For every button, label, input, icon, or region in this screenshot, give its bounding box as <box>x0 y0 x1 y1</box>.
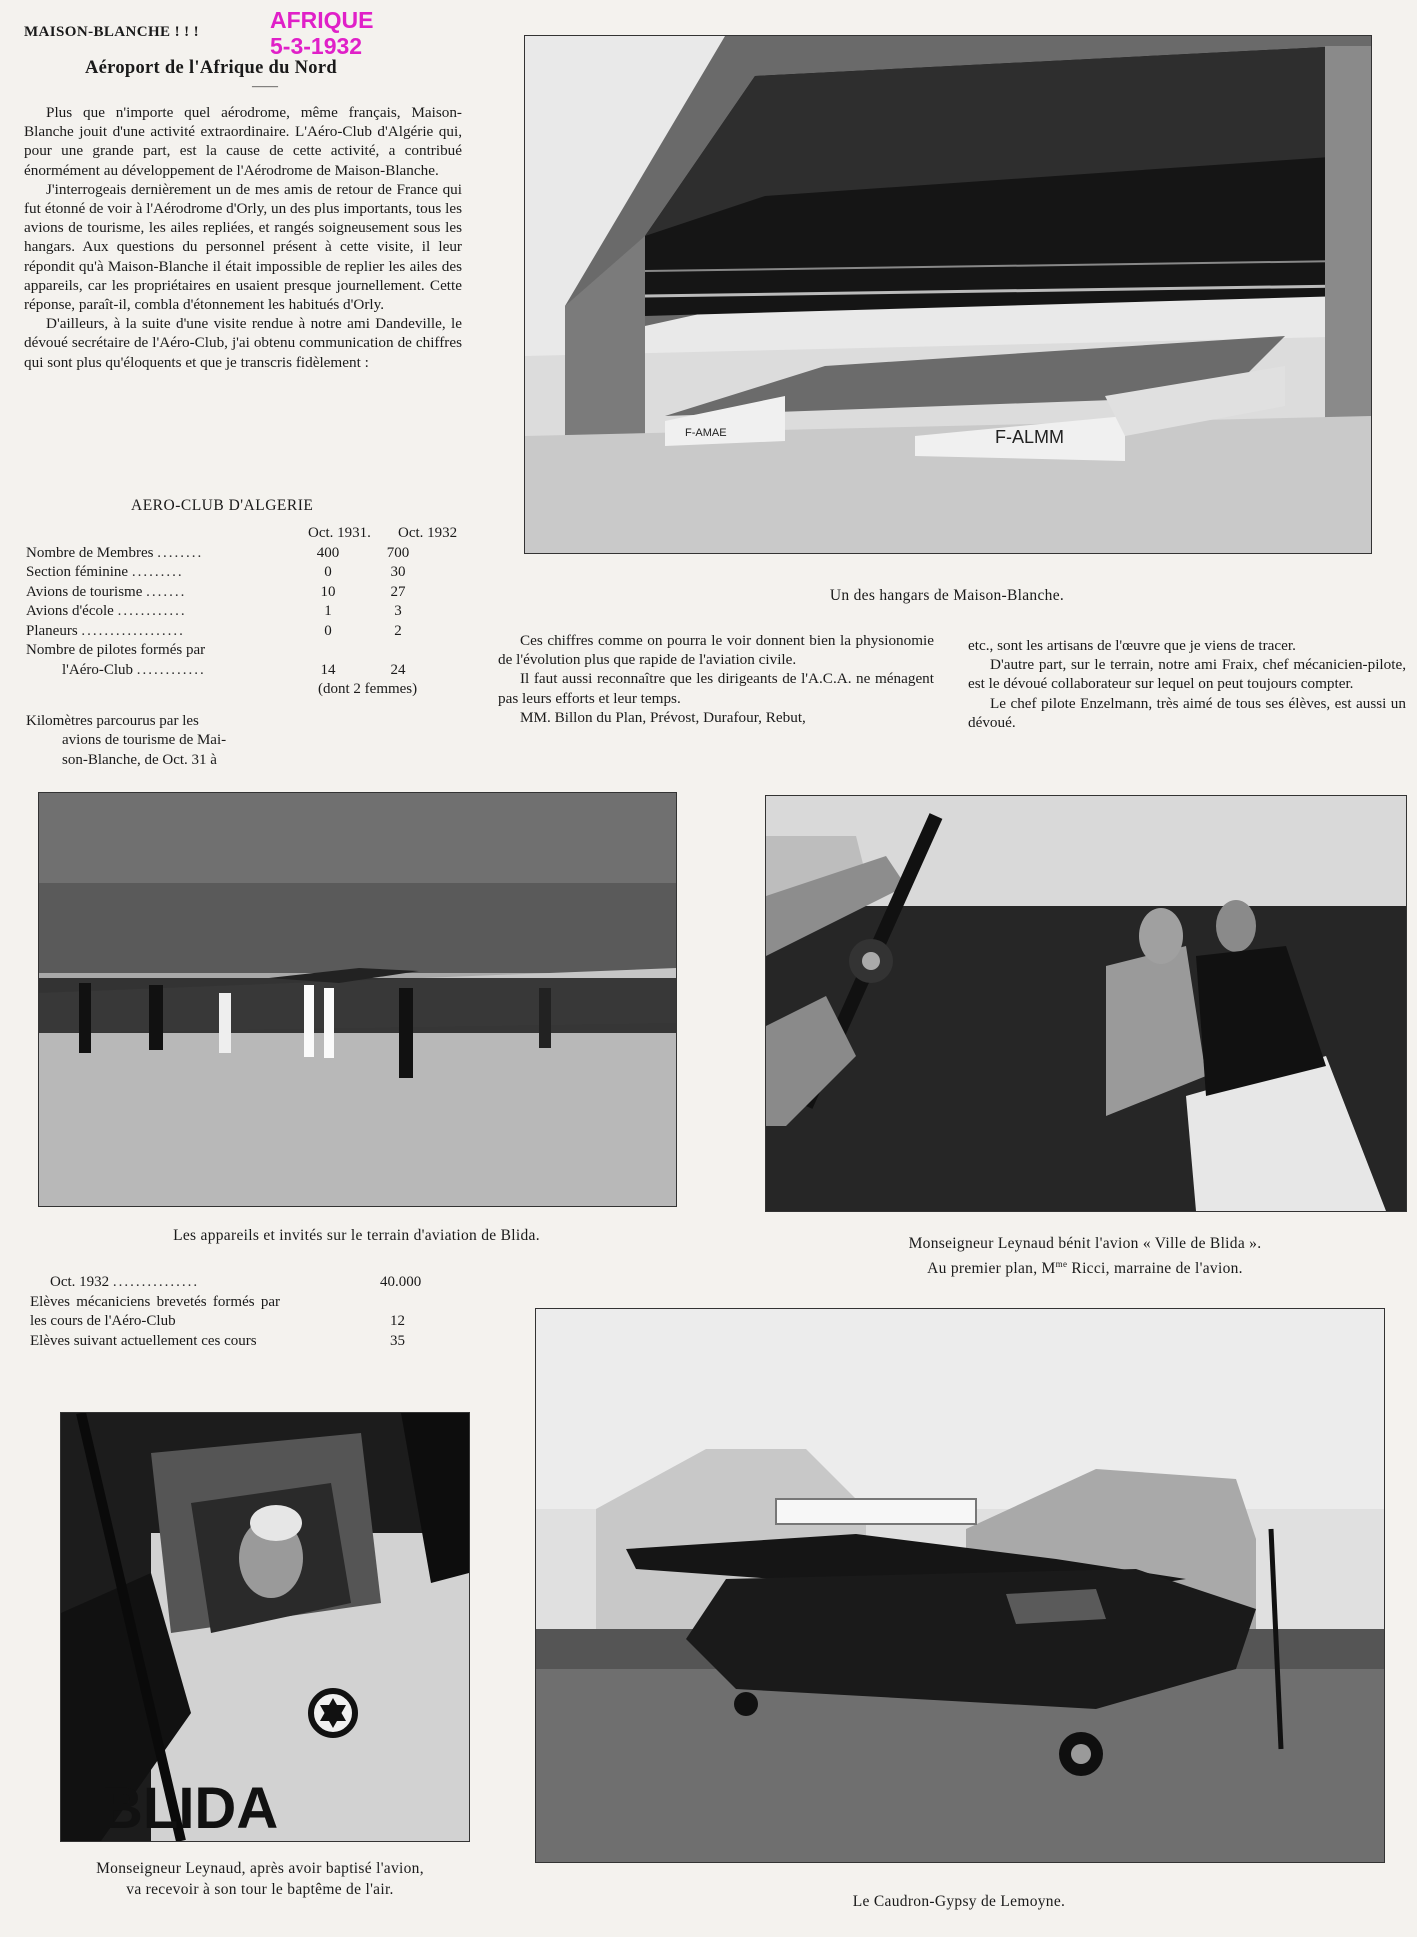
stats-row-pilots-values: l'Aéro-Club ............ 14 24 <box>26 661 466 681</box>
pilots-label-2: l'Aéro-Club <box>62 661 134 678</box>
row-label: Section féminine <box>26 564 129 580</box>
registration-mark: F-AMAE <box>685 427 727 439</box>
caption-cockpit-line-1: Monseigneur Leynaud, après avoir baptisé l'avion, <box>96 1860 424 1877</box>
row-value: 40.000 <box>380 1274 422 1290</box>
paragraph: etc., sont les artisans de l'œuvre que je viens de tracer. <box>968 637 1296 654</box>
article-kicker: MAISON-BLANCHE ! ! ! <box>24 24 200 40</box>
caption-gypsy: Le Caudron-Gypsy de Lemoyne. <box>852 1893 1066 1910</box>
caption-cockpit <box>30 1858 490 1900</box>
paragraph: D'ailleurs, à la suite d'une visite rendue à notre ami Dandeville, le dévoué secrétaire de l'Aéro-Club, j'ai obtenu communication de chiffres qui sont plus qu'éloquents et que je transcris fidèlement : <box>24 315 462 371</box>
row-value-1932: 2 <box>394 622 402 639</box>
caption-blida-field: Les appareils et invités sur le terrain d'aviation de Blida. <box>173 1227 540 1244</box>
km-label-2: avions de tourisme de Mai- <box>62 732 227 748</box>
paragraph: Plus que n'importe quel aérodrome, même français, Maison-Blanche jouit d'une activité extraordinaire. L'Aéro-Club d'Algérie qui, pour une grande part, est la cause de cette activité, a contribué énormément au développement de l'Aérodrome de Maison-Blanche. <box>24 104 462 179</box>
caption-blessing <box>765 1233 1405 1279</box>
row-value-1931: 10 <box>320 583 336 600</box>
row-label: Elèves suivant actuellement ces cours <box>30 1332 257 1349</box>
stats-row-pilots <box>26 641 466 661</box>
row-value: 35 <box>390 1332 405 1349</box>
pilots-label-1: Nombre de pilotes formés par <box>26 642 206 658</box>
pilots-note: (dont 2 femmes) <box>318 681 418 697</box>
row-value-1931: 1 <box>324 603 332 619</box>
row-label: Nombre de Membres <box>26 544 154 561</box>
km-label-3: son-Blanche, de Oct. 31 à <box>62 751 217 768</box>
paragraph: J'interrogeais dernièrement un de mes amis de retour de France qui fut étonné de voir à l'Aérodrome d'Orly, un des plus importants, tous les avions de tourisme, les ailes repliées, et rangés soigneusement sous les hangars. Aux questions du personnel présent à cette visite, il leur répondit qu'à Maison-Blanche il était impossible de replier les ailes des appareils, car les propriétaires en usaient presque journellement. Cette réponse, paraît-il, combla d'étonnement les habitués d'Orly. <box>24 180 462 314</box>
row-value-1931: 0 <box>324 564 332 580</box>
km-label-1: Kilomètres parcourus par les <box>26 712 199 729</box>
paragraph: Il faut aussi reconnaître que les dirigeants de l'A.C.A. ne ménagent pas leurs efforts et leur temps. <box>498 670 934 707</box>
article-body-col2 <box>498 631 934 727</box>
caption-hangar: Un des hangars de Maison-Blanche. <box>829 587 1065 604</box>
caption-cockpit-line-2: va recevoir à son tour le baptême de l'air. <box>126 1881 394 1898</box>
stats-row: Avions d'école ............ 1 3 <box>26 602 466 622</box>
row-label: Elèves mécaniciens brevetés formés par les cours de l'Aéro-Club <box>30 1293 280 1329</box>
stats-heading: AERO-CLUB D'ALGERIE <box>131 497 314 514</box>
row-value-1932: 3 <box>394 603 402 619</box>
stats-row: Avions de tourisme ....... 10 27 <box>26 583 466 603</box>
row-label: Avions de tourisme <box>26 583 143 600</box>
col-header-1931: Oct. 1931. <box>308 525 371 541</box>
photo-hangar <box>524 35 1372 554</box>
stats-row: Oct. 1932 ............... 40.000 <box>30 1273 450 1293</box>
paragraph: MM. Billon du Plan, Prévost, Durafour, Rebut, <box>520 708 806 726</box>
col-header-1932: Oct. 1932 <box>398 525 458 541</box>
row-value-1932: 27 <box>390 583 406 600</box>
row-label: Oct. 1932 <box>50 1274 110 1290</box>
stats-row: Planeurs .................. 0 2 <box>26 622 466 642</box>
caption-blessing-line-1: Monseigneur Leynaud bénit l'avion « Ville de Blida ». <box>908 1235 1262 1252</box>
article-body-col3 <box>968 636 1406 732</box>
row-value-1931: 400 <box>316 544 340 561</box>
registration-mark: F-ALMM <box>995 427 1064 447</box>
stamp-line-2: 5-3-1932 <box>270 33 363 59</box>
stats-header-row <box>26 524 466 544</box>
stats-row <box>30 1332 450 1352</box>
stats-table <box>26 524 466 770</box>
row-label: Planeurs <box>26 622 78 639</box>
caption-blessing-line-2 <box>765 1254 1405 1279</box>
article-title: Aéroport de l'Afrique du Nord <box>85 58 337 78</box>
blida-lettering: BLIDA <box>101 1776 279 1841</box>
paragraph: D'autre part, sur le terrain, notre ami Fraix, chef mécanicien-pilote, est le dévoué collaborateur sur lequel on peut toujours compter. <box>968 656 1406 693</box>
photo-cockpit <box>60 1412 470 1842</box>
row-value-1932: 30 <box>390 564 406 580</box>
stats-row: Section féminine ......... 0 30 <box>26 563 466 583</box>
archive-stamp <box>270 7 374 59</box>
paragraph: Le chef pilote Enzelmann, très aimé de tous ses élèves, est aussi un dévoué. <box>968 694 1406 731</box>
stats-row <box>30 1293 450 1332</box>
row-value-1931: 0 <box>324 622 332 639</box>
pilots-value-1932: 24 <box>390 661 406 678</box>
photo-caudron-gypsy <box>535 1308 1385 1863</box>
stats-continuation <box>30 1273 450 1351</box>
stats-row: Nombre de Membres ........ 400 700 <box>26 544 466 564</box>
photo-blessing <box>765 795 1407 1212</box>
stats-row-note <box>26 680 466 700</box>
title-rule: —— <box>252 78 278 93</box>
row-value: 12 <box>390 1313 405 1329</box>
photo-blida-field <box>38 792 677 1207</box>
row-label: Avions d'école <box>26 603 114 619</box>
pilots-value-1931: 14 <box>320 661 336 678</box>
paragraph: Ces chiffres comme on pourra le voir donnent bien la physionomie de l'évolution plus que rapide de l'aviation civile. <box>498 632 934 669</box>
caption-superscript: me <box>1055 1259 1068 1269</box>
caption-text: Au premier plan, M <box>927 1260 1056 1278</box>
row-value-1932: 700 <box>386 544 410 561</box>
article-body-col1 <box>24 103 462 372</box>
caption-text: Ricci, marraine de l'avion. <box>1067 1260 1243 1278</box>
stamp-line-1: AFRIQUE <box>270 7 374 33</box>
